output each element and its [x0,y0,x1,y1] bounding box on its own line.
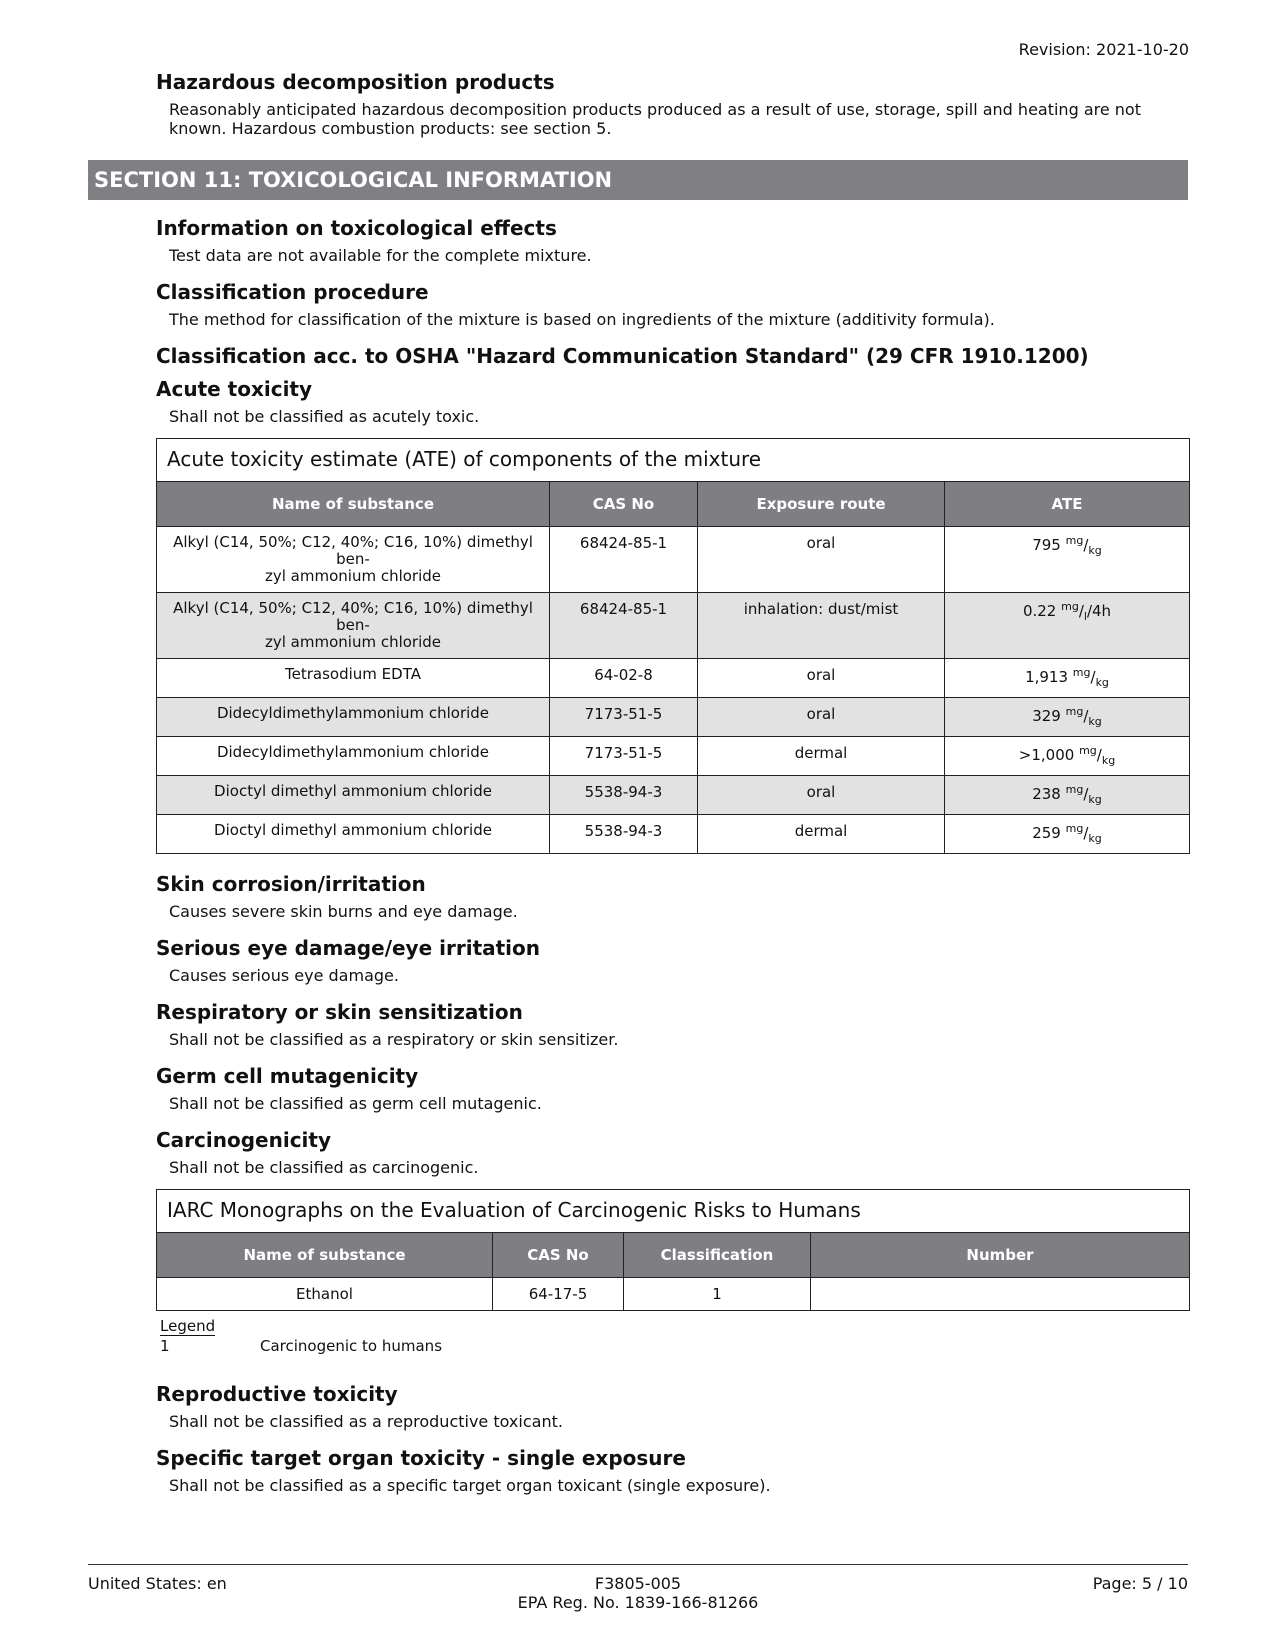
legend [160,1317,1188,1356]
revision-date: Revision: 2021-10-20 [1018,40,1189,59]
ate-unit-suffix: /4h [1086,602,1112,620]
reproductive-text: Shall not be classified as a reproductive toxicant. [169,1412,563,1431]
decomposition-title: Hazardous decomposition products [156,70,555,94]
page-content [88,70,1188,1495]
ate-value-number: 259 [1032,824,1061,842]
table-row [157,593,1190,659]
ate-table-body [157,527,1190,854]
table-row [157,1278,1190,1311]
ate-value-number: 329 [1032,707,1061,725]
ate-cell-cas: 5538-94-3 [550,776,698,815]
ate-cell-route: oral [698,527,945,593]
ate-value-number: 0.22 [1022,602,1057,620]
ate-unit-denominator: kg [1088,715,1102,728]
ate-col-route: Exposure route [698,482,945,527]
stot-single-text: Shall not be classified as a specific target organ toxicant (single exposure). [169,1476,771,1495]
ate-cell-route: dermal [698,737,945,776]
ate-cell-name-line: zyl ammonium chloride [264,633,442,651]
iarc-col-name: Name of substance [157,1233,493,1278]
ate-cell-name-line: Alkyl (C14, 50%; C12, 40%; C16, 10%) dimethyl ben- [173,533,533,568]
ate-unit-numerator: mg [1065,534,1084,547]
classification-osha-title: Classification acc. to OSHA "Hazard Communication Standard" (29 CFR 1910.1200) [156,344,1089,368]
ate-unit-numerator: mg [1065,783,1084,796]
ate-unit-numerator: mg [1072,666,1091,679]
ate-cell-route: dermal [698,815,945,854]
ate-cell-route: inhalation: dust/mist [698,593,945,659]
ate-cell-cas: 7173-51-5 [550,737,698,776]
legend-title: Legend [160,1317,216,1335]
ate-cell-name [157,527,550,593]
ate-cell-route: oral [698,659,945,698]
ate-unit-numerator: mg [1065,705,1084,718]
ate-cell-value: >1,000 $^{mg}/_{kg}$ [945,737,1190,776]
carcinogenicity-title: Carcinogenicity [156,1128,332,1152]
ate-cell-name [157,776,550,815]
ate-cell-cas: 7173-51-5 [550,698,698,737]
ate-cell-name-line: Didecyldimethylammonium chloride [216,743,490,761]
ate-unit-numerator: mg [1061,600,1079,613]
ate-value-number: 238 [1032,785,1061,803]
mutagenicity-block [156,1064,1188,1113]
ate-cell-name [157,815,550,854]
footer-epa-reg: EPA Reg. No. 1839-166-81266 [517,1593,759,1612]
iarc-col-number: Number [811,1233,1190,1278]
ate-unit-numerator: mg [1065,822,1084,835]
classification-procedure-title: Classification procedure [156,280,429,304]
tox-effects-title: Information on toxicological effects [156,216,557,240]
iarc-table-header [157,1233,1190,1278]
footer-divider [88,1564,1188,1565]
carcinogenicity-text: Shall not be classified as carcinogenic. [169,1158,479,1177]
iarc-cell-cas: 64-17-5 [493,1278,624,1311]
ate-cell-name [157,659,550,698]
ate-cell-value: 795 $^{mg}/_{kg}$ [945,527,1190,593]
ate-cell-value: 0.22 $^{mg}/_l/4h$ [945,593,1190,659]
carcinogenicity-block [156,1128,1188,1177]
classification-procedure-text: The method for classification of the mixture is based on ingredients of the mixture (additivity formula). [169,310,995,329]
sensitization-block [156,1000,1188,1049]
ate-value-number: 1,913 [1025,668,1069,686]
table-row [157,659,1190,698]
legend-key: 1 [160,1337,170,1355]
ate-cell-value: 259 $^{mg}/_{kg}$ [945,815,1190,854]
table-row [157,698,1190,737]
iarc-col-classification: Classification [624,1233,811,1278]
ate-cell-route: oral [698,698,945,737]
ate-value-number: 795 [1032,536,1061,554]
reproductive-title: Reproductive toxicity [156,1382,398,1406]
ate-unit-denominator: l [1083,610,1087,623]
classification-osha-block [156,344,1188,368]
ate-cell-cas: 64-02-8 [550,659,698,698]
ate-table [156,438,1190,854]
skin-block [156,872,1188,921]
ate-col-ate: ATE [945,482,1190,527]
stot-single-title: Specific target organ toxicity - single exposure [156,1446,686,1470]
iarc-table [156,1189,1190,1311]
ate-cell-cas: 68424-85-1 [550,593,698,659]
ate-unit-denominator: kg [1088,793,1102,806]
iarc-table-caption: IARC Monographs on the Evaluation of Carcinogenic Risks to Humans [157,1190,1190,1233]
ate-unit-denominator: kg [1101,754,1116,767]
ate-cell-name [157,593,550,659]
ate-unit-denominator: kg [1088,544,1102,557]
eye-text: Causes serious eye damage. [169,966,399,985]
footer-product-code: F3805-005 [594,1574,682,1593]
skin-text: Causes severe skin burns and eye damage. [169,902,518,921]
stot-single-block [156,1446,1188,1495]
ate-cell-value: 238 $^{mg}/_{kg}$ [945,776,1190,815]
ate-cell-cas: 68424-85-1 [550,527,698,593]
table-row [157,776,1190,815]
ate-cell-name-line: Didecyldimethylammonium chloride [216,704,490,722]
tox-effects-block [156,216,1188,265]
classification-procedure-block [156,280,1188,329]
decomposition-block [156,70,1188,138]
ate-value-number: >1,000 [1018,746,1075,764]
section-11-header: SECTION 11: TOXICOLOGICAL INFORMATION [88,160,1188,200]
ate-unit-denominator: kg [1088,832,1102,845]
ate-cell-name-line: Dioctyl dimethyl ammonium chloride [214,782,492,800]
ate-cell-name [157,737,550,776]
table-row [157,737,1190,776]
table-row [157,815,1190,854]
tox-effects-text: Test data are not available for the complete mixture. [169,246,592,265]
acute-toxicity-block [156,377,1188,426]
ate-cell-cas: 5538-94-3 [550,815,698,854]
mutagenicity-title: Germ cell mutagenicity [156,1064,419,1088]
iarc-cell-number [811,1278,1190,1311]
ate-cell-value: 329 $^{mg}/_{kg}$ [945,698,1190,737]
footer-document-id [88,1574,1188,1612]
ate-col-name: Name of substance [157,482,550,527]
ate-unit-numerator: mg [1079,744,1097,757]
table-row [157,527,1190,593]
footer-locale: United States: en [88,1574,227,1593]
skin-title: Skin corrosion/irritation [156,872,426,896]
acute-toxicity-title: Acute toxicity [156,377,313,401]
legend-item [160,1336,1188,1356]
iarc-cell-name: Ethanol [157,1278,493,1311]
ate-table-caption: Acute toxicity estimate (ATE) of components of the mixture [157,439,1190,482]
eye-block [156,936,1188,985]
ate-col-cas: CAS No [550,482,698,527]
sensitization-title: Respiratory or skin sensitization [156,1000,523,1024]
iarc-cell-classification: 1 [624,1278,811,1311]
ate-cell-name-line: Dioctyl dimethyl ammonium chloride [214,821,492,839]
ate-cell-name-line: zyl ammonium chloride [264,567,442,585]
ate-cell-name-line: Alkyl (C14, 50%; C12, 40%; C16, 10%) dimethyl ben- [173,599,533,634]
reproductive-block [156,1382,1188,1431]
ate-cell-name-line: Tetrasodium EDTA [285,665,421,683]
ate-cell-name [157,698,550,737]
ate-cell-value: 1,913 $^{mg}/_{kg}$ [945,659,1190,698]
iarc-col-cas: CAS No [493,1233,624,1278]
footer-page-number: Page: 5 / 10 [1092,1574,1188,1593]
decomposition-text: Reasonably anticipated hazardous decomposition products produced as a result of use, storage, spill and heating are not known. Hazardous combustion products: see section 5. [169,100,1141,138]
sensitization-text: Shall not be classified as a respiratory or skin sensitizer. [169,1030,619,1049]
eye-title: Serious eye damage/eye irritation [156,936,541,960]
ate-cell-route: oral [698,776,945,815]
acute-toxicity-text: Shall not be classified as acutely toxic. [169,407,480,426]
ate-table-header [157,482,1190,527]
mutagenicity-text: Shall not be classified as germ cell mutagenic. [169,1094,542,1113]
ate-unit-denominator: kg [1095,676,1109,689]
legend-text: Carcinogenic to humans [260,1337,443,1355]
